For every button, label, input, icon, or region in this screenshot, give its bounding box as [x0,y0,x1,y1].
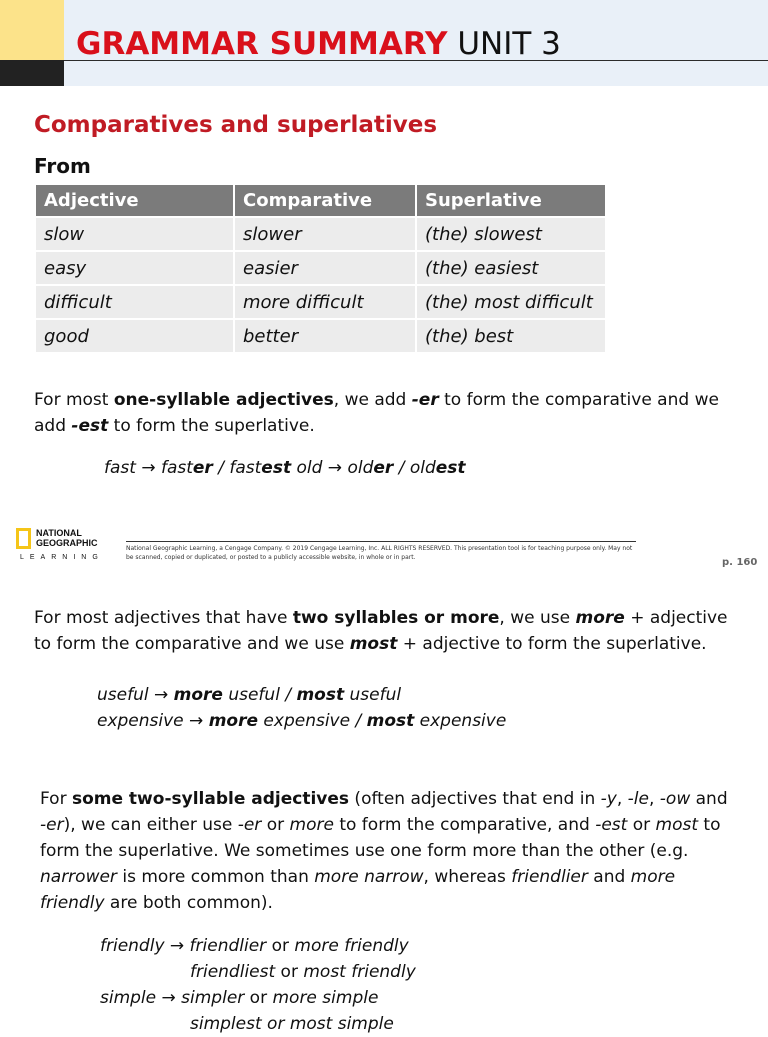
text-run: and [690,789,728,809]
bold-italic-run: more [575,608,625,628]
two-syllables-example-1 [97,682,401,708]
cell-adjective: good [36,320,233,352]
copyright-notice: National Geographic Learning, a Cengage Company. © 2019 Cengage Learning, Inc. ALL RIGHTS RESERVED. This presentation tool is for teaching purpose only. May not be scanned, copied or duplicated, or posted to a publicly accessible website, in whole or in part. [126,545,633,561]
text-run: + adjective to form the superlative. [397,634,707,654]
table-row [36,252,605,284]
from-label: From [34,154,91,178]
text-run: / fast [212,458,262,478]
cell-adjective: difficult [36,286,233,318]
text-run: fast → fast [104,458,193,478]
cell-superlative: (the) most difficult [417,286,605,318]
text-run: useful / [222,685,297,705]
bold-run: most [366,711,415,731]
italic-run: -er [237,815,262,835]
header-accent-black [0,60,64,86]
text-run: expensive / [258,711,367,731]
text-run: , whereas [423,867,512,887]
text-run: to form the comparative, and [333,815,596,835]
text-run: + adjective to form the comparative and we use [34,608,728,654]
comparison-table [34,183,607,354]
italic-run: more friendly [294,936,409,956]
text-run: For [40,789,72,809]
text-run: useful → [97,685,174,705]
text-run: old → old [291,458,374,478]
italic-run: friendly → friendlier [100,936,267,956]
cell-superlative: (the) best [417,320,605,352]
title-unit: UNIT 3 [457,26,561,62]
bold-run: two syllables or more [292,608,500,628]
some-two-syllable-paragraph [40,786,730,916]
text-run: expensive [414,711,507,731]
text-run: to form the superlative. [108,416,315,436]
text-run: or [244,988,273,1008]
page-number: p. 160 [722,557,758,568]
cell-comparative: slower [235,218,415,250]
bold-italic-run: -est [71,416,109,436]
italic-run: -er [40,815,64,835]
text-run: useful [344,685,402,705]
table-row [36,218,605,250]
text-run: and [587,867,631,887]
cell-comparative: better [235,320,415,352]
italic-run: most [655,815,698,835]
bold-run: est [435,458,466,478]
bold-run: est [261,458,292,478]
text-run: expensive → [97,711,209,731]
italic-run: -le [627,789,649,809]
text-run: or [275,962,304,982]
section-heading: Comparatives and superlatives [34,112,438,138]
column-header-comparative: Comparative [235,185,415,216]
bold-italic-run: most [349,634,398,654]
italic-run: more [289,815,334,835]
italic-run: -y [600,789,617,809]
italic-run: most friendly [303,962,416,982]
bold-run: more [173,685,223,705]
text-run: , [616,789,628,809]
footer-rule [126,541,636,542]
bold-run: er [373,458,394,478]
italic-run: more narrow [314,867,424,887]
friendly-example-line-1 [100,933,409,959]
two-syllables-example-2 [97,708,506,734]
logo-learning: LEARNING [20,554,104,561]
bold-run: most [296,685,345,705]
italic-run: friendlier [511,867,588,887]
italic-run: simpler [181,988,245,1008]
italic-run: -ow [659,789,691,809]
italic-run: -est [595,815,628,835]
column-header-adjective: Adjective [36,185,233,216]
text-run: are both common). [104,893,273,913]
two-syllables-paragraph [34,605,734,657]
title-grammar-summary: GRAMMAR SUMMARY [76,26,448,62]
text-run: , we add [333,390,412,410]
bold-run: one-syllable adjectives [113,390,334,410]
friendly-example-line-2 [190,959,416,985]
table-header-row [36,185,605,216]
simple-example-line-1 [100,985,378,1011]
one-syllable-paragraph [34,387,734,439]
text-run: , [648,789,660,809]
text-run: to form the comparative and we add [34,390,719,436]
cell-adjective: easy [36,252,233,284]
cell-adjective: slow [36,218,233,250]
cell-superlative: (the) slowest [417,218,605,250]
logo-line: NATIONAL [36,528,82,538]
cell-superlative: (the) easiest [417,252,605,284]
cell-comparative: easier [235,252,415,284]
text-run: or [627,815,656,835]
header-accent-yellow [0,0,64,60]
national-geographic-logo [16,528,106,564]
text-run: to form the superlative. We sometimes use one form more than the other (e.g. [40,815,721,861]
table-row [36,320,605,352]
text-run: is more common than [116,867,315,887]
bold-run: more [208,711,259,731]
cell-comparative: more difficult [235,286,415,318]
italic-run: simple → [100,988,182,1008]
bold-run: some two-syllable adjectives [71,789,350,809]
logo-wordmark [36,528,98,548]
text-run: or [266,936,295,956]
one-syllable-example [104,455,466,481]
text-run: For most adjectives that have [34,608,293,628]
text-run: / old [393,458,436,478]
yellow-border-icon [16,528,31,549]
column-header-superlative: Superlative [417,185,605,216]
bold-run: er [192,458,213,478]
page-title [76,24,561,64]
italic-run: more simple [272,988,379,1008]
text-run: For most [34,390,114,410]
simple-example-line-2: simplest or most simple [190,1014,394,1034]
logo-line: GEOGRAPHIC [36,538,98,548]
table-row [36,286,605,318]
text-run: (often adjectives that end in [349,789,601,809]
bold-italic-run: -er [411,390,439,410]
text-run: , we use [499,608,576,628]
text-run: or [261,815,290,835]
italic-run: more friendly [40,867,676,913]
italic-run: narrower [40,867,117,887]
text-run: ), we can either use [63,815,238,835]
italic-run: friendliest [190,962,276,982]
